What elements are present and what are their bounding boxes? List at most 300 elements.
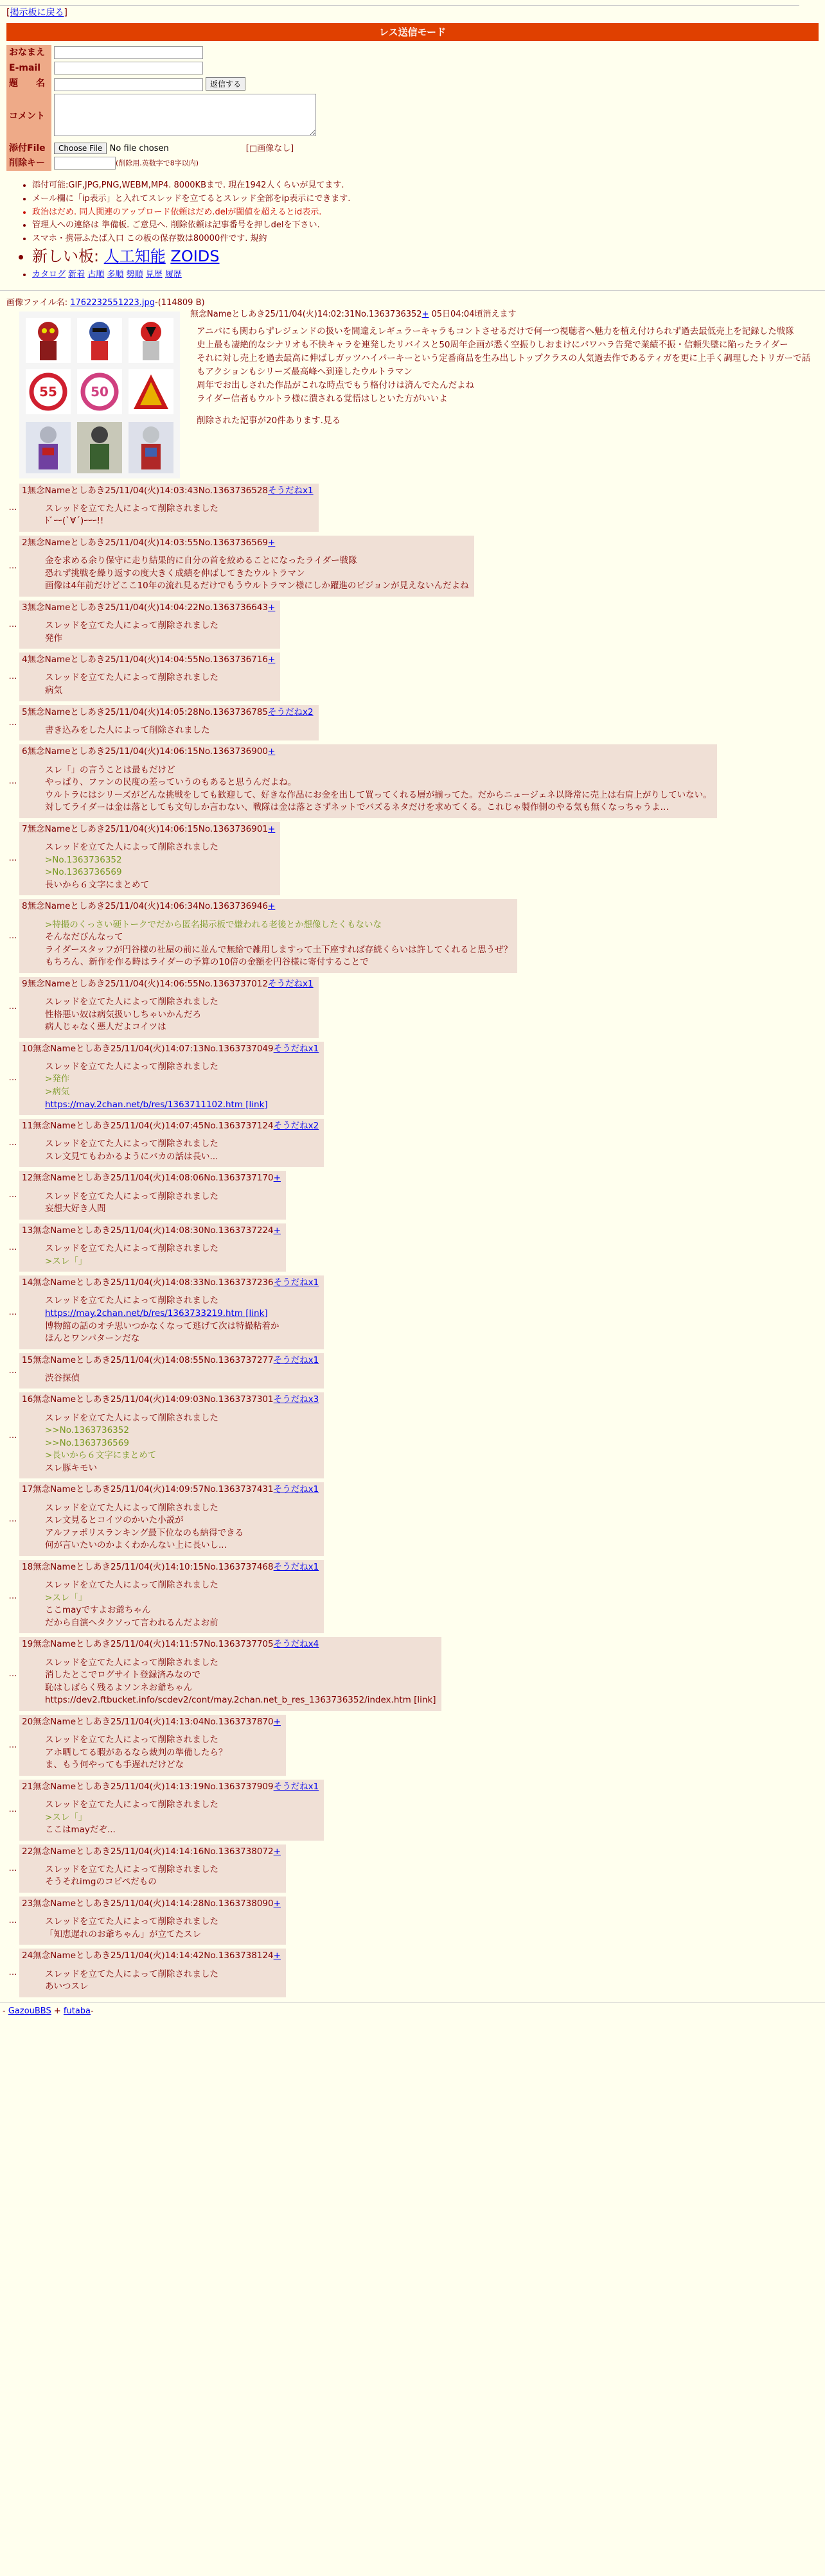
sodane-button[interactable]: そうだねx1 [273, 1561, 319, 1572]
sodane-button[interactable]: そうだねx1 [268, 485, 314, 496]
reply-link[interactable]: https://may.2chan.net/b/res/1363711102.htm [link] [45, 1099, 268, 1110]
reply-post [6, 1171, 819, 1219]
sodane-button[interactable]: + [273, 1846, 281, 1857]
sodane-button[interactable]: + [273, 1898, 281, 1909]
reply-list [0, 484, 825, 1997]
notice-list [32, 180, 825, 280]
reply-body [45, 1968, 281, 1993]
reply-quote-line: >長いから６文字にまとめて [45, 1450, 157, 1461]
reply-meta: 無念Nameとしあき25/11/04(火)14:08:06No.1363737170 [33, 1173, 274, 1184]
new-board-link[interactable]: ZOIDS [170, 247, 220, 266]
reply-header [22, 1225, 281, 1236]
reply-deleted-notice: スレッドを立てた人によって削除されました [45, 1580, 218, 1591]
reply-header [22, 1043, 319, 1055]
reply-box [19, 600, 280, 649]
reply-meta: 無念Nameとしあき25/11/04(火)14:14:42No.1363738124 [33, 1950, 274, 1961]
reply-header [22, 1781, 319, 1792]
reply-number: 8 [22, 901, 28, 912]
sodane-button[interactable]: + [268, 901, 276, 912]
reply-indent-marker: … [8, 717, 17, 728]
sodane-button[interactable]: + [268, 654, 276, 665]
reply-indent-marker: … [8, 1430, 17, 1441]
reply-line: スレ「」の言うことは最もだけど [45, 764, 175, 775]
sodane-button[interactable]: そうだねx1 [273, 1043, 319, 1054]
reply-number: 15 [22, 1354, 33, 1365]
reply-quote-line: >No.1363736352 [45, 854, 122, 865]
reply-line: 長いから６文字にまとめて [45, 879, 149, 890]
reply-number: 1 [22, 485, 28, 496]
reply-line: スレ豚キモい [45, 1462, 97, 1473]
sodane-button[interactable]: そうだねx2 [268, 706, 314, 717]
reply-line: 画像は4年前だけどここ10年の流れ見るだけでもうウルトラマン様にしか躍進のビジョンが見えないんだよね [45, 581, 469, 591]
op-body-line: ライダー信者もウルトラ様に潰される覚悟はしといた方がいいよ [197, 393, 448, 404]
reply-meta: 無念Nameとしあき25/11/04(火)14:05:28No.1363736785 [27, 706, 269, 717]
reply-deleted-notice: スレッドを立てた人によって削除されました [45, 1191, 218, 1202]
sodane-button[interactable]: + [268, 602, 276, 613]
reply-line: 恐れず挑戦を繰り返すの度大きく成績を伸ばしてきたウルトラマン [45, 568, 305, 579]
reply-indent-marker: … [8, 1138, 17, 1148]
reply-body [45, 1657, 436, 1707]
op-body-line: アニバにも関わらずレジェンドの扱いを間違えレギュラーキャラもコントさせるだけで何一つ視聴者へ魅力を植え付けられず過去最低売上を記録した戦隊 [197, 326, 794, 337]
reply-body [45, 996, 314, 1034]
submit-reply-button[interactable]: 返信する [206, 77, 245, 91]
reply-indent-marker: … [8, 1863, 17, 1873]
thread-divider [0, 290, 825, 291]
choose-file-button[interactable]: Choose File [54, 143, 107, 154]
reply-meta: 無念Nameとしあき25/11/04(火)14:14:28No.1363738090 [33, 1898, 274, 1909]
reply-box [19, 653, 280, 701]
sodane-button[interactable]: そうだねx1 [273, 1277, 319, 1288]
reply-deleted-notice: スレッドを立てた人によって削除されました [45, 1735, 218, 1746]
notice-item: • 添付可能:GIF,JPG,PNG,WEBM,MP4. 8000KBまで. 現在1942人くらいが見てます. [32, 180, 825, 191]
nav-link-old[interactable]: 古順 [87, 269, 105, 279]
reply-line: 性格悪い奴は病気扱いしちゃいかんだろ [45, 1009, 201, 1020]
reply-deleted-notice: スレッドを立てた人によって削除されました [45, 1968, 218, 1979]
op-body-line: それに対し売上を過去最高に伸ばしガッツハイパーキーという定番商品を生み出しトップクラスの人気過去作であるティガを更に上手く調理したトリガーで話もアクションもシリーズ最高峰へ到達したウルトラマン [197, 353, 811, 377]
reply-line: ウルトラにはシリーズがどんな挑戦をしても歓迎して、好きな作品にお金を出して買ってくれる層が揃ってた。だからニュージェネ以降常に売上は右肩上がりしていない。 [45, 789, 712, 800]
reply-box [19, 1482, 324, 1555]
reply-line: 妄想大好き人間 [45, 1204, 106, 1214]
reply-line: あいつスレ [45, 1981, 89, 1992]
reply-deleted-notice: スレッドを立てた人によって削除されました [45, 1061, 218, 1072]
reply-quote-line: >>No.1363736352 [45, 1425, 129, 1436]
reply-indent-marker: … [8, 1002, 17, 1012]
op-meta: 無念Nameとしあき25/11/04(火)14:02:31No.1363736352 [190, 309, 422, 319]
reply-box [19, 1780, 324, 1841]
reply-line [45, 1099, 319, 1112]
reply-body [45, 555, 469, 593]
reply-header [22, 1846, 281, 1857]
back-to-board-link[interactable]: 掲示板に戻る [10, 8, 64, 18]
nav-link-new[interactable]: 新着 [68, 269, 85, 279]
new-board-link[interactable]: 人工知能 [103, 247, 166, 266]
reply-number: 24 [22, 1950, 33, 1961]
reply-line: ﾄﾞｰｰ(`∀´)ｰｰｰ!! [45, 516, 104, 527]
footer-link[interactable]: futaba [63, 2006, 91, 2016]
reply-form [6, 45, 319, 171]
hero-collage-illustration [19, 311, 180, 478]
op-post [6, 297, 819, 484]
reply-meta: 無念Nameとしあき25/11/04(火)14:09:57No.1363737431 [33, 1484, 274, 1495]
reply-header [22, 746, 712, 757]
reply-meta: 無念Nameとしあき25/11/04(火)14:04:55No.1363736716 [27, 654, 269, 665]
nav-link-many[interactable]: 多順 [107, 269, 124, 279]
reply-body [45, 1864, 281, 1889]
reply-meta: 無念Nameとしあき25/11/04(火)14:11:57No.1363737705 [33, 1639, 274, 1650]
sodane-button[interactable]: そうだねx1 [268, 978, 314, 989]
reply-number: 13 [22, 1225, 33, 1236]
reply-header [22, 1638, 436, 1650]
subject-label: 題 名 [6, 76, 51, 92]
reply-body [45, 1734, 281, 1772]
email-input[interactable] [54, 62, 203, 74]
reply-indent-marker: … [8, 502, 17, 513]
reply-header [22, 602, 275, 613]
reply-body [45, 672, 275, 697]
reply-meta: 無念Nameとしあき25/11/04(火)14:13:19No.1363737909 [33, 1781, 274, 1792]
reply-body [45, 1412, 319, 1475]
reply-mode-banner: レス送信モード [6, 23, 819, 41]
reply-box [19, 484, 319, 532]
reply-indent-marker: … [8, 672, 17, 682]
op-file-label: 画像ファイル名: [6, 298, 68, 308]
reply-header [22, 1716, 281, 1728]
reply-meta: 無念Nameとしあき25/11/04(火)14:08:55No.1363737277 [33, 1354, 274, 1365]
reply-number: 21 [22, 1781, 33, 1792]
sodane-button[interactable]: そうだねx3 [273, 1394, 319, 1405]
reply-header [22, 1898, 281, 1909]
reply-indent-marker: … [8, 1669, 17, 1679]
reply-body [45, 919, 512, 969]
reply-post [6, 1560, 819, 1633]
reply-body [45, 1138, 319, 1163]
reply-body [45, 1799, 319, 1837]
reply-box [19, 1119, 324, 1167]
reply-line [45, 1308, 319, 1320]
reply-post [6, 1119, 819, 1167]
reply-header [22, 900, 512, 912]
reply-meta: 無念Nameとしあき25/11/04(火)14:13:04No.1363737870 [33, 1716, 274, 1727]
reply-box [19, 1560, 324, 1633]
reply-body [45, 1191, 281, 1216]
reply-post [6, 1844, 819, 1893]
subject-input[interactable] [54, 78, 203, 91]
reply-header [22, 1561, 319, 1573]
reply-line: 「知恵遅れのお爺ちゃん」が立てたスレ [45, 1929, 201, 1940]
reply-header [22, 654, 275, 665]
reply-header [22, 485, 314, 496]
reply-line: スレ文見てもわかるようにバカの話は長い... [45, 1151, 218, 1162]
sodane-button[interactable]: + [268, 537, 276, 548]
reply-quote-line: >>No.1363736569 [45, 1437, 129, 1448]
reply-header [22, 1950, 281, 1961]
reply-post [6, 536, 819, 597]
reply-header [22, 823, 275, 835]
new-boards [32, 246, 825, 267]
sodane-button[interactable]: + [273, 1173, 281, 1184]
reply-indent-marker: … [8, 1073, 17, 1083]
delete-key-note: (削除用.英数字で8字以内) [116, 159, 199, 168]
reply-number: 11 [22, 1121, 33, 1132]
svg-text:55: 55 [39, 383, 57, 399]
reply-indent-marker: … [8, 619, 17, 629]
reply-post [6, 1780, 819, 1841]
reply-header [22, 1394, 319, 1405]
reply-number: 22 [22, 1846, 33, 1857]
reply-quote-line: >病気 [45, 1087, 70, 1098]
reply-box [19, 536, 474, 597]
reply-box [19, 1171, 286, 1219]
reply-deleted-notice: スレッドを立てた人によって削除されました [45, 1502, 218, 1513]
reply-box [19, 977, 319, 1038]
reply-line: 渋谷探偵 [45, 1372, 80, 1383]
reply-number: 6 [22, 746, 28, 757]
reply-indent-marker: … [8, 561, 17, 571]
reply-number: 4 [22, 654, 28, 665]
reply-indent-marker: … [8, 1968, 17, 1978]
name-input[interactable] [54, 46, 203, 59]
reply-body [45, 841, 275, 891]
op-body-line: 史上最も凄絶的なシナリオも不快キャラを連発したリバイスと50周年企画が悉く空振りしおまけにパワハラ告発で業績不振・信頼失墜に陥ったライダー [197, 340, 788, 351]
reply-box [19, 1637, 441, 1710]
op-file-info [6, 297, 819, 309]
reply-line: 発作 [45, 633, 62, 644]
op-plus-link[interactable]: + [421, 309, 429, 319]
reply-header [22, 1172, 281, 1184]
sodane-button[interactable]: そうだねx4 [273, 1639, 319, 1650]
board-nav [32, 269, 825, 281]
reply-post [6, 822, 819, 895]
footer-link[interactable]: GazouBBS [8, 2006, 51, 2016]
deleted-posts-note[interactable]: 削除された記事が20件あります.見る [197, 415, 341, 426]
comment-textarea[interactable] [54, 94, 316, 136]
reply-box [19, 1392, 324, 1478]
reply-quote-line: >発作 [45, 1074, 70, 1085]
reply-deleted-notice: スレッドを立てた人によって削除されました [45, 1799, 218, 1810]
reply-number: 16 [22, 1394, 33, 1405]
reply-line: そうそれimgのコピペだもの [45, 1877, 157, 1888]
no-image-checkbox[interactable]: [□画像なし] [245, 143, 294, 153]
reply-post [6, 600, 819, 649]
reply-body [45, 1243, 281, 1268]
delete-key-label: 削除キー [6, 155, 51, 171]
reply-body [45, 1579, 319, 1629]
comment-label: コメント [6, 92, 51, 141]
reply-indent-marker: … [8, 931, 17, 941]
reply-box [19, 705, 319, 741]
reply-line: もちろん、新作を作る時はライダーの予算の10倍の金額を円谷様に寄付することで [45, 957, 369, 968]
reply-meta: 無念Nameとしあき25/11/04(火)14:06:15No.1363736900 [27, 746, 269, 757]
reply-meta: 無念Nameとしあき25/11/04(火)14:09:03No.1363737301 [33, 1394, 274, 1405]
notice-item: • スマホ・携帯ふたば入口 この板の保存数は80000件です. 規約 [32, 233, 825, 245]
reply-line: アルファポリスランキング最下位なのも納得できる [45, 1527, 244, 1538]
reply-header [22, 1354, 319, 1366]
notice-item: • 管理人への連絡は 準備板. ご意見へ. 削除依頼は記事番号を押しdelを下さい. [32, 220, 825, 231]
reply-post [6, 1042, 819, 1115]
reply-deleted-notice: スレッドを立てた人によって削除されました [45, 1295, 218, 1306]
reply-body [45, 1916, 281, 1941]
reply-indent-marker: … [8, 1307, 17, 1317]
reply-header [22, 706, 314, 718]
reply-line: ま、もう何やっても手遅れだけどな [45, 1760, 184, 1771]
reply-meta: 無念Nameとしあき25/11/04(火)14:06:34No.1363736946 [27, 901, 269, 912]
reply-indent-marker: … [8, 1591, 17, 1602]
nav-link-history[interactable]: 履歴 [164, 269, 182, 279]
reply-line: ここはmayだぞ... [45, 1825, 116, 1836]
reply-number: 7 [22, 823, 28, 834]
reply-number: 10 [22, 1043, 33, 1054]
reply-indent-marker: … [8, 1915, 17, 1925]
reply-deleted-notice: スレッドを立てた人によって削除されました [45, 842, 218, 853]
reply-number: 18 [22, 1561, 33, 1572]
reply-line[interactable]: https://dev2.ftbucket.info/scdev2/cont/may.2chan.net_b_res_1363736352/index.htm [link] [45, 1695, 436, 1706]
reply-line: 博物館の話のオチ思いつかなくなって逃げて次は特撮粘着か [45, 1320, 279, 1331]
reply-post [6, 744, 819, 818]
reply-box [19, 822, 280, 895]
reply-body [45, 1295, 319, 1345]
reply-meta: 無念Nameとしあき25/11/04(火)14:06:15No.1363736901 [27, 823, 269, 834]
reply-quote-line: >特撮のくっさい硬トークでだから匿名掲示板で嫌われる老後とか想像したくもないな [45, 919, 382, 930]
reply-post [6, 1353, 819, 1389]
reply-meta: 無念Nameとしあき25/11/04(火)14:07:45No.1363737124 [33, 1121, 274, 1132]
reply-line: 何が言いたいのかよくわかんない上に長いし... [45, 1540, 227, 1551]
reply-quote-line: >スレ「」 [45, 1812, 87, 1823]
reply-number: 12 [22, 1173, 33, 1184]
reply-post [6, 653, 819, 701]
reply-deleted-notice: スレッドを立てた人によって削除されました [45, 503, 218, 514]
reply-line: 病気 [45, 685, 62, 696]
reply-number: 19 [22, 1639, 33, 1650]
reply-line: 消したとこでログサイト登録済みなので [45, 1670, 201, 1681]
file-status: No file chosen [109, 143, 169, 153]
reply-post [6, 1637, 819, 1710]
reply-line: スレ文見るとコイツのかいた小説が [45, 1515, 184, 1526]
reply-line: 金を求める余り保守に走り結果的に自分の首を絞めることになったライダー戦隊 [45, 556, 357, 566]
name-label: おなまえ [6, 45, 51, 60]
reply-number: 2 [22, 537, 28, 548]
reply-box [19, 1949, 286, 1997]
reply-number: 9 [22, 978, 28, 989]
sodane-button[interactable]: + [273, 1950, 281, 1961]
new-boards-label: 新しい板: [32, 247, 100, 266]
reply-line: 書き込みをした人によって削除されました [45, 724, 210, 735]
sodane-button[interactable]: そうだねx1 [273, 1781, 319, 1792]
op-body-line: 周年でお出しされた作品がこれな時点でもう格付けは済んでたんだよね [197, 380, 474, 390]
reply-line: 恥はしばらく残るよソンネお爺ちゃん [45, 1682, 193, 1693]
reply-deleted-notice: スレッドを立てた人によって削除されました [45, 672, 218, 683]
reply-number: 14 [22, 1277, 33, 1288]
reply-deleted-notice: スレッドを立てた人によって削除されました [45, 620, 218, 631]
reply-post [6, 484, 819, 532]
reply-box [19, 1042, 324, 1115]
reply-box [19, 1715, 286, 1776]
svg-text:50: 50 [91, 383, 109, 399]
reply-header [22, 1120, 319, 1132]
sodane-button[interactable]: + [268, 823, 276, 834]
reply-deleted-notice: スレッドを立てた人によって削除されました [45, 1864, 218, 1875]
reply-number: 17 [22, 1484, 33, 1495]
sodane-button[interactable]: + [273, 1225, 281, 1236]
sodane-button[interactable]: + [268, 746, 276, 757]
reply-box [19, 1275, 324, 1349]
reply-line: ほんとワンパターンだな [45, 1333, 140, 1344]
reply-meta: 無念Nameとしあき25/11/04(火)14:10:15No.1363737468 [33, 1561, 274, 1572]
page [0, 5, 825, 2017]
reply-meta: 無念Nameとしあき25/11/04(火)14:08:30No.1363737224 [33, 1225, 274, 1236]
nav-link-catalog[interactable]: カタログ [32, 269, 66, 279]
reply-quote-line: >No.1363736569 [45, 867, 122, 878]
reply-meta: 無念Nameとしあき25/11/04(火)14:07:13No.1363737049 [33, 1043, 274, 1054]
reply-quote-line: >スレ「」 [45, 1256, 87, 1266]
nav-link-viewed[interactable]: 見歴 [145, 269, 163, 279]
sodane-button[interactable]: そうだねx2 [273, 1121, 319, 1132]
reply-number: 5 [22, 706, 28, 717]
footer: - GazouBBS + futaba- [3, 2006, 94, 2016]
op-file-size: -(114809 B) [155, 298, 205, 308]
reply-quote-line: >スレ「」 [45, 1592, 87, 1603]
reply-header [22, 537, 469, 548]
reply-header [22, 978, 314, 990]
reply-header [22, 1484, 319, 1495]
delete-key-input[interactable] [54, 157, 116, 170]
reply-link[interactable]: https://may.2chan.net/b/res/1363733219.htm [link] [45, 1308, 268, 1319]
reply-post [6, 1715, 819, 1776]
reply-box [19, 1223, 286, 1272]
reply-indent-marker: … [8, 776, 17, 786]
sodane-button[interactable]: そうだねx1 [273, 1484, 319, 1495]
reply-box [19, 899, 517, 972]
op-expire: 05日04:04頃消えます [431, 309, 517, 319]
reply-post [6, 977, 819, 1038]
reply-post [6, 1482, 819, 1555]
reply-deleted-notice: スレッドを立てた人によって削除されました [45, 1243, 218, 1254]
reply-number: 23 [22, 1898, 33, 1909]
reply-header [22, 1277, 319, 1288]
back-link-wrap: [掲示板に戻る] [6, 8, 67, 18]
reply-number: 3 [22, 602, 28, 613]
reply-deleted-notice: スレッドを立てた人によって削除されました [45, 996, 218, 1007]
reply-deleted-notice: スレッドを立てた人によって削除されました [45, 1916, 218, 1927]
reply-post [6, 1897, 819, 1945]
reply-line: ライダースタッフが円谷様の社屋の前に並んで無給で雑用しますって土下座すれば存続くらいは許してくれると思うぜ？ [45, 944, 513, 955]
op-thumbnail-image[interactable] [19, 311, 180, 478]
reply-post [6, 1275, 819, 1349]
reply-body [45, 1061, 319, 1111]
reply-body [45, 503, 314, 528]
reply-post [6, 1392, 819, 1478]
reply-deleted-notice: スレッドを立てた人によって削除されました [45, 1657, 218, 1668]
reply-number: 20 [22, 1716, 33, 1727]
reply-post [6, 1223, 819, 1272]
file-label: 添付File [6, 141, 51, 156]
reply-line: そんなだびんなって [45, 932, 123, 943]
reply-line: 病人じゃなく悪人だよコイツは [45, 1022, 166, 1033]
bottom-divider [0, 2002, 825, 2003]
sodane-button[interactable]: + [273, 1716, 281, 1727]
notice-item: • メール欄に「ip表示」と入れてスレッドを立てるとスレッド全部をip表示にできます. [32, 193, 825, 205]
reply-post [6, 899, 819, 972]
nav-link-momentum[interactable]: 勢順 [126, 269, 143, 279]
reply-deleted-notice: スレッドを立てた人によって削除されました [45, 1139, 218, 1150]
reply-indent-marker: … [8, 1514, 17, 1524]
op-file-link[interactable]: 1762232551223.jpg [70, 298, 155, 308]
reply-meta: 無念Nameとしあき25/11/04(火)14:08:33No.1363737236 [33, 1277, 274, 1288]
reply-box [19, 1353, 324, 1389]
reply-meta: 無念Nameとしあき25/11/04(火)14:14:16No.1363738072 [33, 1846, 274, 1857]
reply-post [6, 1949, 819, 1997]
reply-body [45, 1502, 319, 1552]
sodane-button[interactable]: そうだねx1 [273, 1354, 319, 1365]
